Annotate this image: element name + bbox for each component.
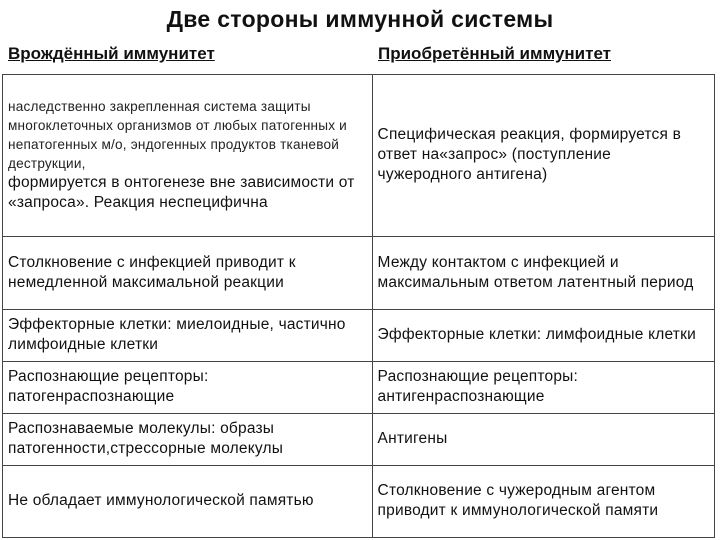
page-title: Две стороны иммунной системы [166,6,554,32]
table-row [3,414,715,466]
cell-innate: Эффекторные клетки: миелоидные, частично лимфоидные клетки [3,310,373,362]
cell-innate: Распознаваемые молекулы: образы патогенности,стрессорные молекулы [3,414,373,466]
table-row [3,466,715,538]
table-row [3,75,715,237]
cell-acquired: Эффекторные клетки: лимфоидные клетки [372,310,714,362]
cell-innate: Столкновение с инфекцией приводит к немедленной максимальной реакции [3,237,373,310]
cell-acquired: Столкновение с чужеродным агентом приводит к иммунологической памяти [372,466,714,538]
cell-acquired: Между контактом с инфекцией и максимальным ответом латентный период [372,237,714,310]
comparison-table [2,74,715,538]
innate-formation-text: формируется в онтогенезе вне зависимости от «запроса». Реакция неспецифична [8,174,355,211]
table-row [3,310,715,362]
cell-innate: Распознающие рецепторы: патогенраспознающие [3,362,373,414]
cell-innate: Не обладает иммунологической памятью [3,466,373,538]
table-row [3,237,715,310]
cell-acquired: Специфическая реакция, формируется в ответ на«запрос» (поступление чужеродного антигена) [372,75,714,237]
header-acquired-immunity: Приобретённый иммунитет [378,44,611,63]
cell-innate [3,75,373,237]
innate-definition-text: наследственно закрепленная система защиты многоклеточных организмов от любых патогенных и непатогенных м/о, эндогенных продуктов тканевой деструкции, [8,99,347,171]
cell-acquired: Распознающие рецепторы: антигенраспознающие [372,362,714,414]
cell-acquired: Антигены [372,414,714,466]
table-row [3,362,715,414]
header-innate-immunity: Врождённый иммунитет [8,44,215,63]
